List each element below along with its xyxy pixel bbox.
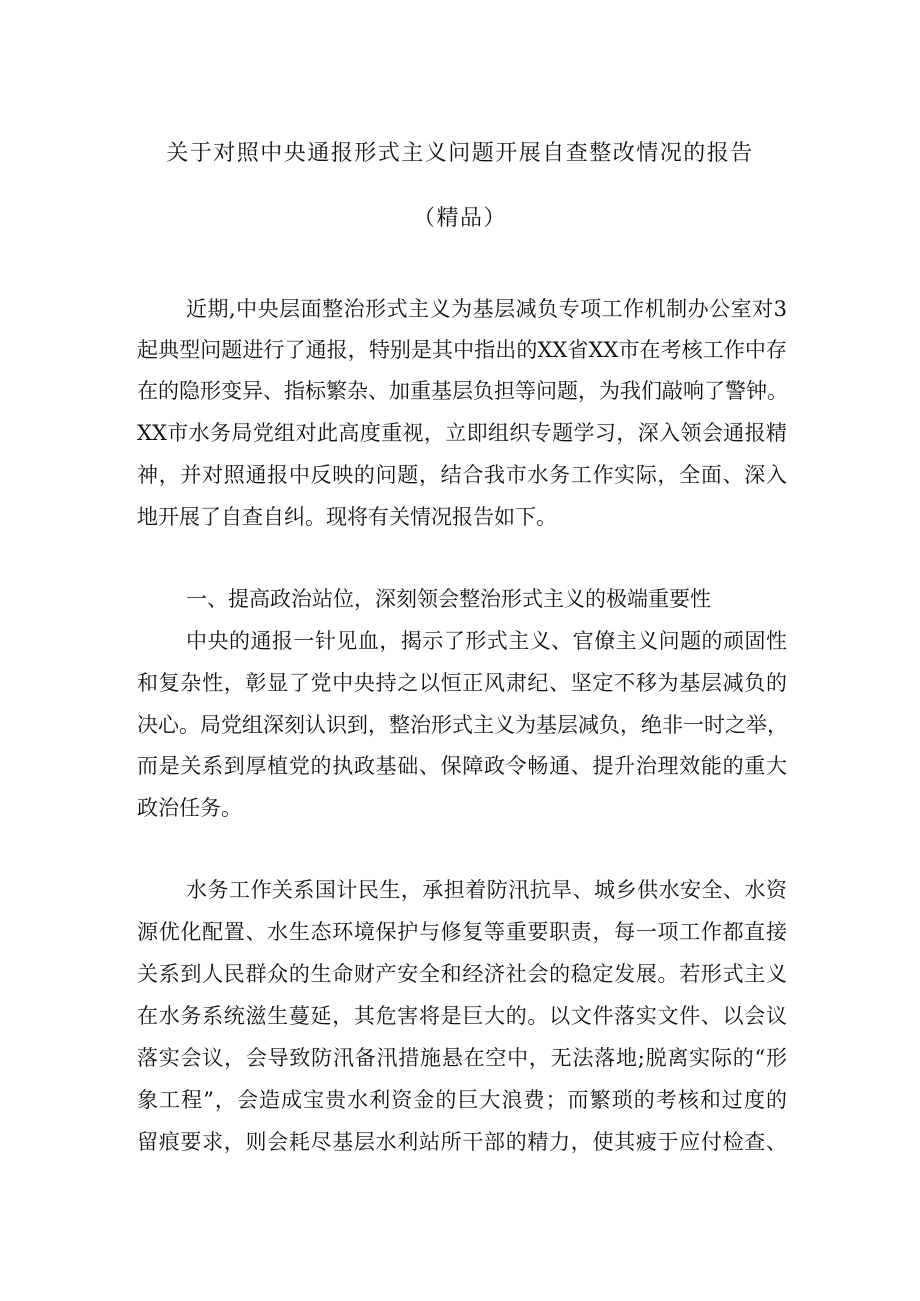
document-title: 关于对照中央通报形式主义问题开展自查整改情况的报告 <box>166 141 754 166</box>
paragraph-line: 中央的通报一针见血，揭示了形式主义、官僚主义问题的顽固性 <box>186 629 787 653</box>
paragraph-line: 源优化配置、水生态环境保护与修复等重要职责，每一项工作都直接 <box>137 920 787 944</box>
paragraph-line: 一、提高政治站位，深刻领会整治形式主义的极端重要性 <box>186 587 711 611</box>
paragraph-line: 在的隐形变异、指标繁杂、加重基层负担等问题，为我们敲响了警钟。 <box>137 379 788 403</box>
paragraph-line: 神，并对照通报中反映的问题，结合我市水务工作实际，全面、深入 <box>137 463 787 487</box>
paragraph-line: 留痕要求，则会耗尽基层水利站所干部的精力，使其疲于应付检查、 <box>137 1130 787 1154</box>
paragraph-line: 而是关系到厚植党的执政基础、保障政令畅通、提升治理效能的重大 <box>137 754 787 778</box>
paragraph-line: 在水务系统滋生蔓延，其危害将是巨大的。以文件落实文件、以会议 <box>137 1004 787 1028</box>
paragraph-line: 起典型问题进行了通报，特别是其中指出的XX省XX市在考核工作中存 <box>137 338 787 362</box>
paragraph-line: 地开展了自查自纠。现将有关情况报告如下。 <box>137 505 557 529</box>
paragraph-line: 决心。局党组深刻认识到，整治形式主义为基层减负，绝非一时之举， <box>137 713 788 737</box>
paragraph-line: 象工程”，会造成宝贵水利资金的巨大浪费；而繁琐的考核和过度的 <box>137 1088 787 1112</box>
document-subtitle: （精品） <box>412 206 507 231</box>
paragraph-line: 落实会议，会导致防汛备汛措施悬在空中，无法落地;脱离实际的“形 <box>137 1046 787 1070</box>
paragraph-line: 水务工作关系国计民生，承担着防汛抗旱、城乡供水安全、水资 <box>186 878 787 902</box>
paragraph-line: 政治任务。 <box>137 796 242 820</box>
paragraph-line: 关系到人民群众的生命财产安全和经济社会的稳定发展。若形式主义 <box>137 962 787 986</box>
paragraph-line: XX市水务局党组对此高度重视，立即组织专题学习，深入领会通报精 <box>137 421 787 445</box>
paragraph-line: 近期,中央层面整治形式主义为基层减负专项工作机制办公室对3 <box>186 297 787 321</box>
paragraph-line: 和复杂性，彰显了党中央持之以恒正风肃纪、坚定不移为基层减负的 <box>137 671 787 695</box>
